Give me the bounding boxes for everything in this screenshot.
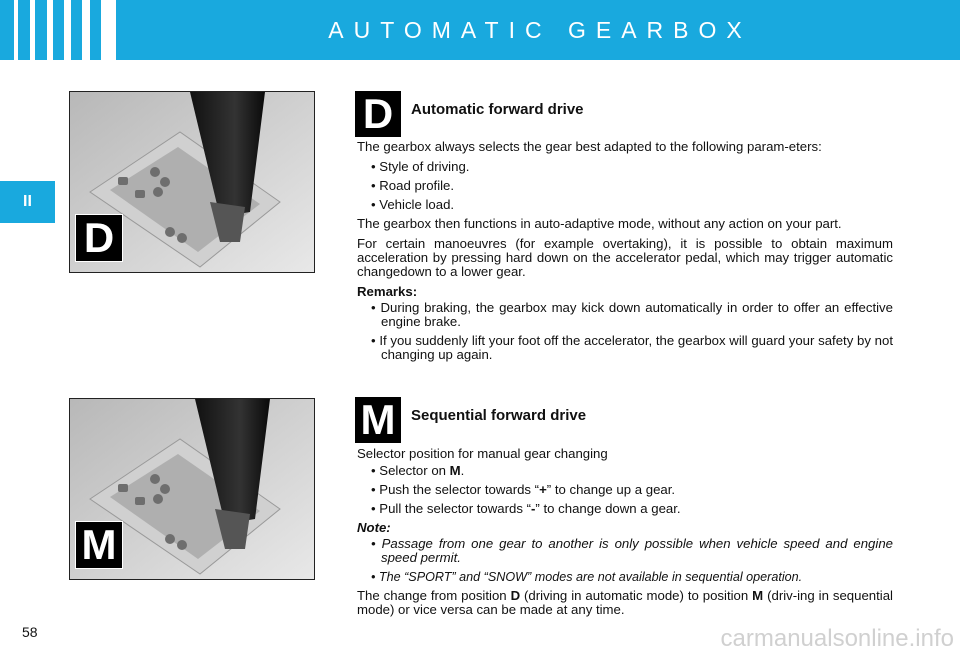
text: (driving in automatic mode) to position [520,588,753,603]
gear-selector-photo-m [69,398,315,580]
list-item [357,502,893,516]
text: M [752,588,764,603]
page-title: AUTOMATIC GEARBOX [328,17,752,43]
chapter-tab: II [0,181,55,223]
badge-m-photo: M [75,521,123,569]
section-d-heading: Automatic forward drive [411,101,584,118]
badge-m: M [355,397,401,443]
badge-d: D [355,91,401,137]
header-bar [0,0,960,60]
text: D [510,588,521,603]
list-item: • If you suddenly lift your foot off the accelerator, the gearbox will guard your safety by not changing up again. [371,333,893,362]
section-d-intro: The gearbox always selects the gear best adapted to the following param-eters: [357,139,822,154]
text: • Push the selector towards “ [371,482,540,497]
list-item: • Style of driving. [371,159,470,174]
text: + [539,482,547,497]
text: ” to change down a gear. [535,501,681,516]
list-item [357,464,893,478]
list-item: • Road profile. [371,178,455,193]
list-item: • During braking, the gearbox may kick down automatically in order to offer an effective engine brake. [371,300,893,329]
list-item: • The “SPORT” and “SNOW” modes are not available in sequential operation. [371,570,803,584]
text: - [531,501,536,516]
page-number: 58 [22,624,38,640]
watermark: carmanualsonline.info [720,625,954,652]
list-item [357,483,893,497]
text: ” to change up a gear. [546,482,676,497]
text: (driv-ing in sequential mode) or vice versa can be made at any time. [357,588,893,617]
badge-d-photo: D [75,214,123,262]
list-item: • Passage from one gear to another is only possible when vehicle speed and engine speed permit. [371,536,893,565]
header-stripe [101,0,116,60]
header-stripe [30,0,35,60]
section-m-final [357,589,893,617]
list-item: • Vehicle load. [371,197,455,212]
section-d-para: The gearbox then functions in auto-adaptive mode, without any action on your part. [357,216,842,231]
header-stripe [82,0,90,60]
gear-selector-photo-d [69,91,315,273]
text: • Pull the selector towards “ [371,501,532,516]
text: M [449,463,461,478]
note-label: Note: [357,520,391,535]
section-m-intro: Selector position for manual gear changing [357,446,608,461]
text: • Selector on [371,463,450,478]
remarks-label: Remarks: [357,284,418,299]
header-stripe [14,0,18,60]
header-stripe [47,0,53,60]
section-m-heading: Sequential forward drive [411,407,587,424]
section-d-body [357,140,893,367]
text: . [460,463,465,478]
section-d-para: For certain manoeuvres (for example overtaking), it is possible to obtain maximum acceleration by pressing hard down on the accelerator pedal, which may trigger automatic changedown to a lower gear. [357,236,893,279]
header-stripe [64,0,71,60]
text: The change from position [357,588,511,603]
section-m-body [357,447,893,623]
